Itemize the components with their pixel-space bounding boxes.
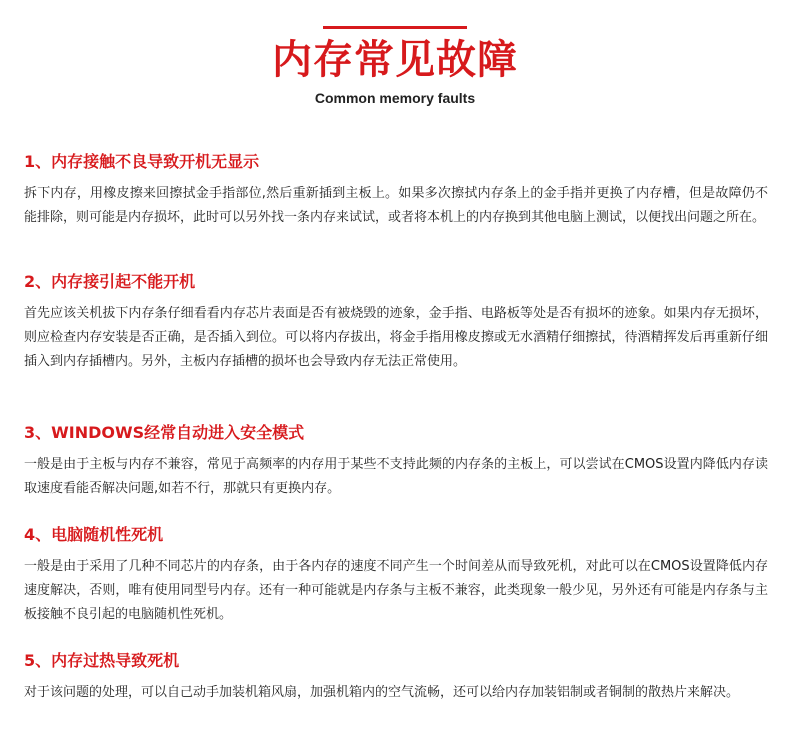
section-body: 一般是由于采用了几种不同芯片的内存条，由于各内存的速度不同产生一个时间差从而导致死机，对此可以在CMOS设置降低内存速度解决，否则，唯有使用同型号内存。还有一种可能就是内存条与主板不兼容，此类现象一般少见，另外还有可能是内存条与主板接触不良引起的电脑随机性死机。 bbox=[24, 559, 768, 622]
fault-section-3 bbox=[24, 422, 768, 501]
fault-section-4 bbox=[24, 524, 768, 627]
fault-section-2 bbox=[24, 271, 768, 374]
fault-section-1 bbox=[24, 151, 768, 230]
section-heading: 1、内存接触不良导致开机无显示 bbox=[24, 152, 260, 171]
section-body: 对于该问题的处理，可以自己动手加装机箱风扇，加强机箱内的空气流畅，还可以给内存加装铝制或者铜制的散热片来解决。 bbox=[24, 685, 740, 700]
section-heading: 5、内存过热导致死机 bbox=[24, 651, 180, 670]
section-body: 一般是由于主板与内存不兼容，常见于高频率的内存用于某些不支持此频的内存条的主板上，可以尝试在CMOS设置内降低内存读取速度看能否解决问题,如若不行，那就只有更换内存。 bbox=[24, 457, 768, 496]
title-decoration-line bbox=[323, 26, 467, 29]
section-heading: 3、WINDOWS经常自动进入安全模式 bbox=[24, 423, 305, 442]
page-title: 内存常见故障 bbox=[272, 37, 518, 83]
section-heading: 2、内存接引起不能开机 bbox=[24, 272, 196, 291]
section-body: 首先应该关机拔下内存条仔细看看内存芯片表面是否有被烧毁的迹象，金手指、电路板等处是否有损坏的迹象。如果内存无损坏，则应检查内存安装是否正确，是否插入到位。可以将内存拔出，将金手指用橡皮擦或无水酒精仔细擦拭，待酒精挥发后再重新仔细插入到内存插槽内。另外，主板内存插槽的损坏也会导致内存无法正常使用。 bbox=[24, 306, 768, 369]
section-heading: 4、电脑随机性死机 bbox=[24, 525, 164, 544]
section-body: 拆下内存，用橡皮擦来回擦拭金手指部位,然后重新插到主板上。如果多次擦拭内存条上的金手指并更换了内存槽，但是故障仍不能排除，则可能是内存损坏，此时可以另外找一条内存来试试，或者将本机上的内存换到其他电脑上测试，以便找出问题之所在。 bbox=[24, 186, 768, 225]
page-subtitle: Common memory faults bbox=[314, 90, 476, 106]
fault-section-5 bbox=[24, 650, 768, 705]
